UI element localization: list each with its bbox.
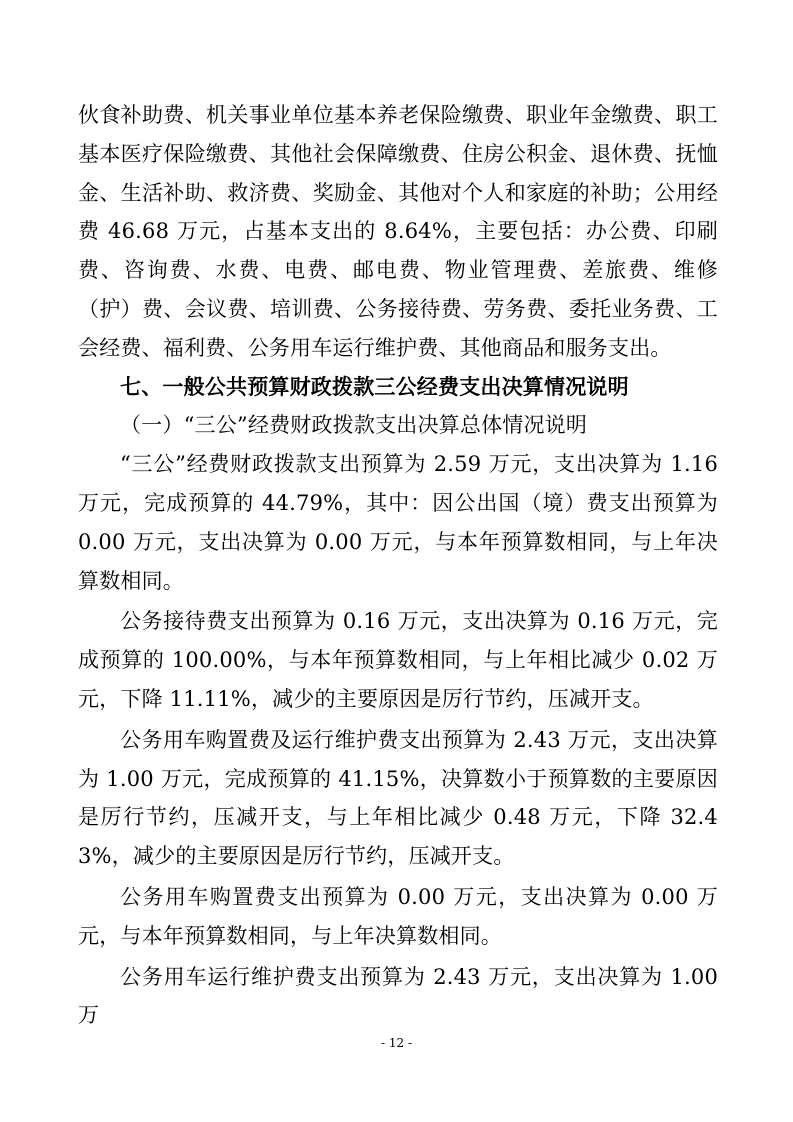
page-number: - 12 - [380,1036,412,1050]
document-body [78,96,718,1035]
sub-heading: （一）“三公”经费财政拨款支出决算总体情况说明 [120,413,588,438]
paragraph-vehicle-purchase: 公务用车购置费支出预算为 0.00 万元，支出决算为 0.00 万元，与本年预算数相同，与上年决算数相同。 [78,884,718,948]
paragraph-three-public-overview: “三公”经费财政拨款支出预算为 2.59 万元，支出决算为 1.16 万元，完成预算的 44.79%，其中：因公出国（境）费支出预算为 0.00 万元，支出决算为 0.00 万元，与本年预算数相同，与上年决算数相同。 [78,452,718,593]
paragraph-vehicle-expense: 公务用车购置费及运行维护费支出预算为 2.43 万元，支出决算为 1.00 万元，完成预算的 41.15%，决算数小于预算数的主要原因是厉行节约，压减开支，与上年相比减少 0.48 万元，下降 32.43%，减少的主要原因是厉行节约，压减开支。 [78,727,718,869]
paragraph-vehicle-maintenance: 公务用车运行维护费支出预算为 2.43 万元，支出决算为 1.00 万 [78,964,718,1028]
paragraph-reception-expense: 公务接待费支出预算为 0.16 万元，支出决算为 0.16 万元，完成预算的 100.00%，与本年预算数相同，与上年相比减少 0.02 万元，下降 11.11%，减少的主要原因是厉行节约，压减开支。 [78,609,718,711]
paragraph-expense-items: 伙食补助费、机关事业单位基本养老保险缴费、职业年金缴费、职工基本医疗保险缴费、其他社会保障缴费、住房公积金、退休费、抚恤金、生活补助、救济费、奖励金、其他对个人和家庭的补助；公用经费 46.68 万元，占基本支出的 8.64%，主要包括：办公费、印刷费、咨询费、水费、电费、邮电费、物业管理费、差旅费、维修（护）费、会议费、培训费、公务接待费、劳务费、委托业务费、工会经费、福利费、公务用车运行维护费、其他商品和服务支出。 [78,103,718,360]
section-heading: 七、一般公共预算财政拨款三公经费支出决算情况说明 [120,374,629,399]
